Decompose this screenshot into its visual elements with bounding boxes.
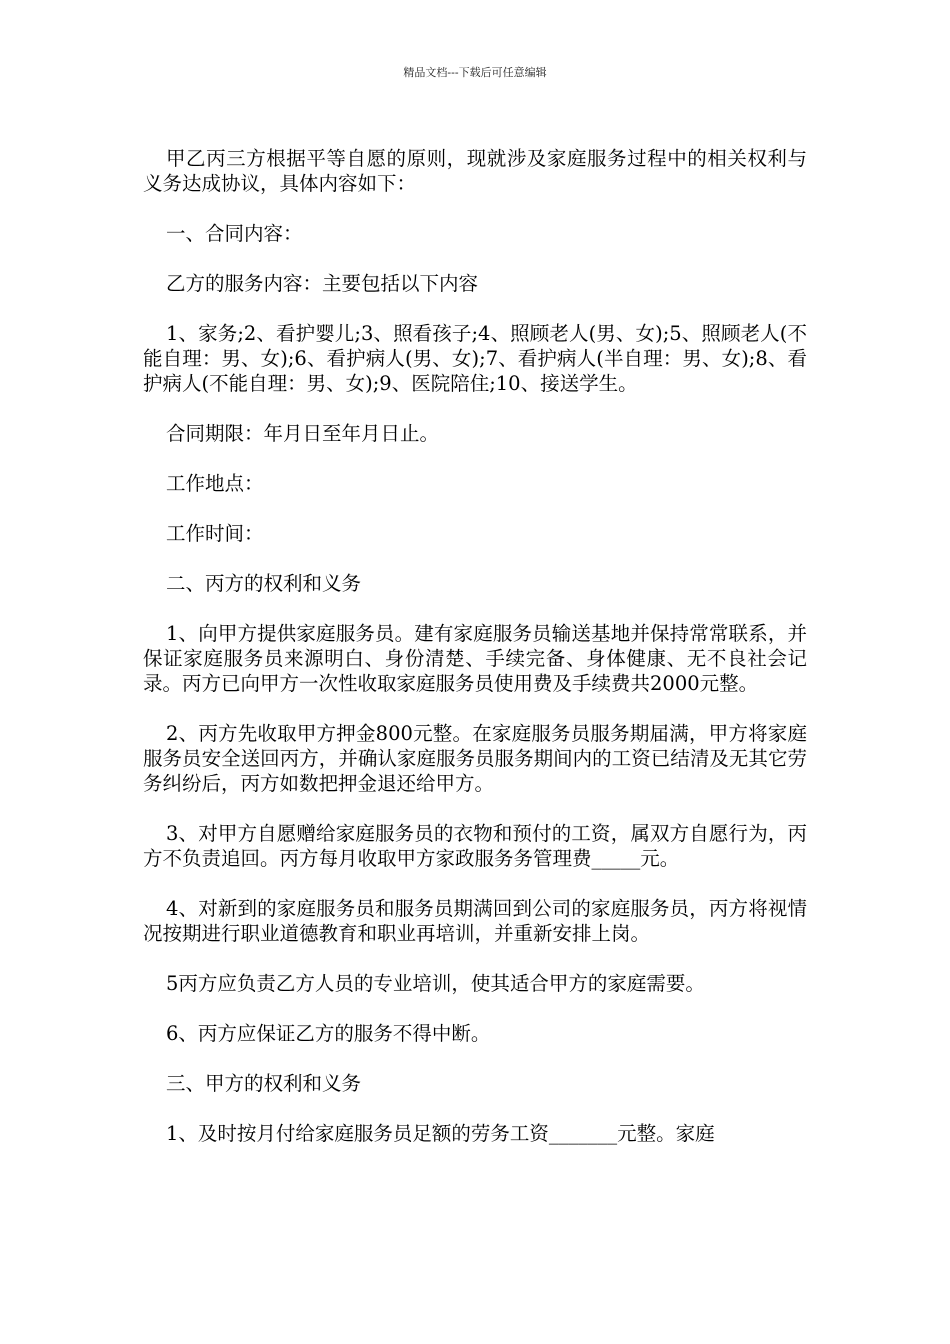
party-c-clause-5: 5丙方应负责乙方人员的专业培训，使其适合甲方的家庭需要。 — [166, 972, 705, 995]
section-heading-party-c: 二、丙方的权利和义务 — [166, 572, 362, 595]
service-content-intro: 乙方的服务内容：主要包括以下内容 — [166, 272, 479, 295]
work-time: 工作时间： — [166, 522, 264, 545]
contract-period: 合同期限：年月日至年月日止。 — [166, 422, 440, 445]
party-c-clause-4: 4、对新到的家庭服务员和服务员期满回到公司的家庭服务员，丙方将视情况按期进行职业道德教育和职业再培训，并重新安排上岗。 — [143, 897, 807, 945]
page-header: 精品文档---下载后可任意编辑 — [403, 66, 547, 79]
party-c-clause-3: 3、对甲方自愿赠给家庭服务员的衣物和预付的工资，属双方自愿行为，丙方不负责追回。丙方每月收取甲方家政服务务管理费_____元。 — [143, 822, 807, 870]
service-list: 1、家务;2、看护婴儿;3、照看孩子;4、照顾老人(男、女);5、照顾老人(不能自理：男、女);6、看护病人(男、女);7、看护病人(半自理：男、女);8、看护病人(不能自理：男、女);9、医院陪住;10、接送学生。 — [143, 322, 807, 395]
party-a-clause-1: 1、及时按月付给家庭服务员足额的劳务工资_______元整。家庭 — [166, 1122, 715, 1145]
section-heading-party-a: 三、甲方的权利和义务 — [166, 1072, 362, 1095]
section-heading-contract-content: 一、合同内容： — [166, 222, 303, 245]
work-location: 工作地点： — [166, 472, 264, 495]
party-c-clause-1: 1、向甲方提供家庭服务员。建有家庭服务员输送基地并保持常常联系，并保证家庭服务员来源明白、身份清楚、手续完备、身体健康、无不良社会记录。丙方已向甲方一次性收取家庭服务员使用费及手续费共2000元整。 — [143, 622, 807, 695]
document-body — [143, 146, 807, 1171]
party-c-clause-6: 6、丙方应保证乙方的服务不得中断。 — [166, 1022, 491, 1045]
intro-paragraph: 甲乙丙三方根据平等自愿的原则，现就涉及家庭服务过程中的相关权利与义务达成协议，具体内容如下： — [143, 147, 807, 195]
party-c-clause-2: 2、丙方先收取甲方押金800元整。在家庭服务员服务期届满，甲方将家庭服务员安全送回丙方，并确认家庭服务员服务期间内的工资已结清及无其它劳务纠纷后，丙方如数把押金退还给甲方。 — [143, 722, 807, 795]
